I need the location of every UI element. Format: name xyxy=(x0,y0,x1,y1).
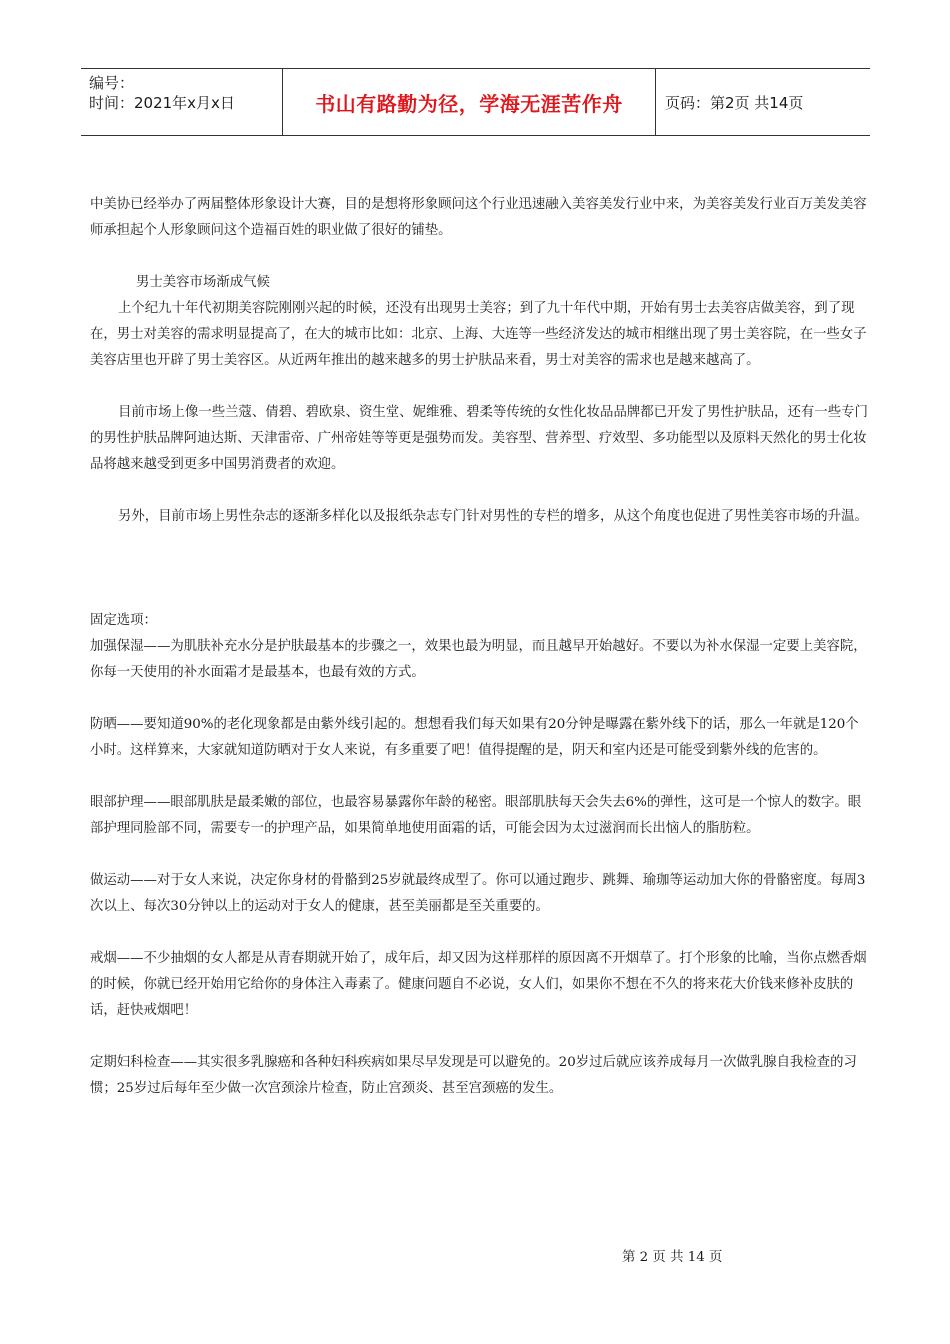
paragraph: 上个纪九十年代初期美容院刚刚兴起的时候，还没有出现男士美容；到了九十年代中期，开始有男士去美容店做美容，到了现在，男士对美容的需求明显提高了，在大的城市比如：北京、上海、大连等一些经济发达的城市相继出现了男士美容院，在一些女子美容店里也开辟了男士美容区。从近两年推出的越来越多的男士护肤品来看，男士对美容的需求也是越来越高了。 xyxy=(90,301,867,368)
page-footer: 第 2 页 共 14 页 xyxy=(622,1250,723,1265)
page-header xyxy=(81,68,870,136)
paragraph: 做运动——对于女人来说，决定你身材的骨骼到25岁就最终成型了。你可以通过跑步、跳舞、瑜珈等运动加大你的骨骼密度。每周3次以上、每次30分钟以上的运动对于女人的健康，甚至美丽都是至关重要的。 xyxy=(90,873,866,914)
paragraph: 另外，目前市场上男性杂志的逐渐多样化以及报纸杂志专门针对男性的专栏的增多，从这个角度也促进了男性美容市场的升温。 xyxy=(118,509,868,524)
section-title: 固定选项： xyxy=(90,613,157,628)
paragraph: 中美协已经举办了两届整体形象设计大赛，目的是想将形象顾问这个行业迅速融入美容美发行业中来，为美容美发行业百万美发美容师承担起个人形象顾问这个造福百姓的职业做了很好的铺垫。 xyxy=(90,197,867,238)
paragraph: 戒烟——不少抽烟的女人都是从青春期就开始了，成年后，却又因为这样那样的原因离不开烟草了。打个形象的比喻，当你点燃香烟的时候，你就已经开始用它给你的身体注入毒素了。健康问题自不必说，女人们，如果你不想在不久的将来花大价钱来修补皮肤的话，赶快戒烟吧！ xyxy=(90,951,867,1018)
section-heading: 男士美容市场渐成气候 xyxy=(136,275,270,290)
paragraph: 目前市场上像一些兰蔻、倩碧、碧欧泉、资生堂、妮维雅、碧柔等传统的女性化妆品品牌都已开发了男性护肤品，还有一些专门的男性护肤品牌阿迪达斯、天津雷帝、广州帝娃等等更是强势而发。美容型、营养型、疗效型、多功能型以及原料天然化的男士化妆品将越来越受到更多中国男消费者的欢迎。 xyxy=(90,405,868,472)
paragraph: 定期妇科检查——其实很多乳腺癌和各种妇科疾病如果尽早发现是可以避免的。20岁过后就应该养成每月一次做乳腺自我检查的习惯；25岁过后每年至少做一次宫颈涂片检查，防止宫颈炎、甚至宫颈癌的发生。 xyxy=(90,1055,857,1096)
document-date: 时间：2021年x月x日 xyxy=(89,94,235,112)
paragraph: 加强保湿——为肌肤补充水分是护肤最基本的步骤之一，效果也最为明显，而且越早开始越好。不要以为补水保湿一定要上美容院，你每一天使用的补水面霜才是最基本，也最有效的方式。 xyxy=(90,639,867,680)
paragraph: 眼部护理——眼部肌肤是最柔嫩的部位，也最容易暴露你年龄的秘密。眼部肌肤每天会失去6%的弹性，这可是一个惊人的数字。眼部护理同脸部不同，需要专一的护理产品，如果简单地使用面霜的话，可能会因为太过滋润而长出恼人的脂肪粒。 xyxy=(90,795,862,836)
header-page-number: 页码：第2页 共14页 xyxy=(665,93,804,112)
document-body xyxy=(90,192,872,1102)
paragraph: 防晒——要知道90%的老化现象都是由紫外线引起的。想想看我们每天如果有20分钟是曝露在紫外线下的话，那么一年就是120个小时。这样算来，大家就知道防晒对于女人来说，有多重要了吧！值得提醒的是，阴天和室内还是可能受到紫外线的危害的。 xyxy=(90,717,859,758)
header-motto: 书山有路勤为径，学海无涯苦作舟 xyxy=(283,69,656,135)
header-meta xyxy=(81,69,283,135)
document-number: 编号： xyxy=(89,74,135,92)
